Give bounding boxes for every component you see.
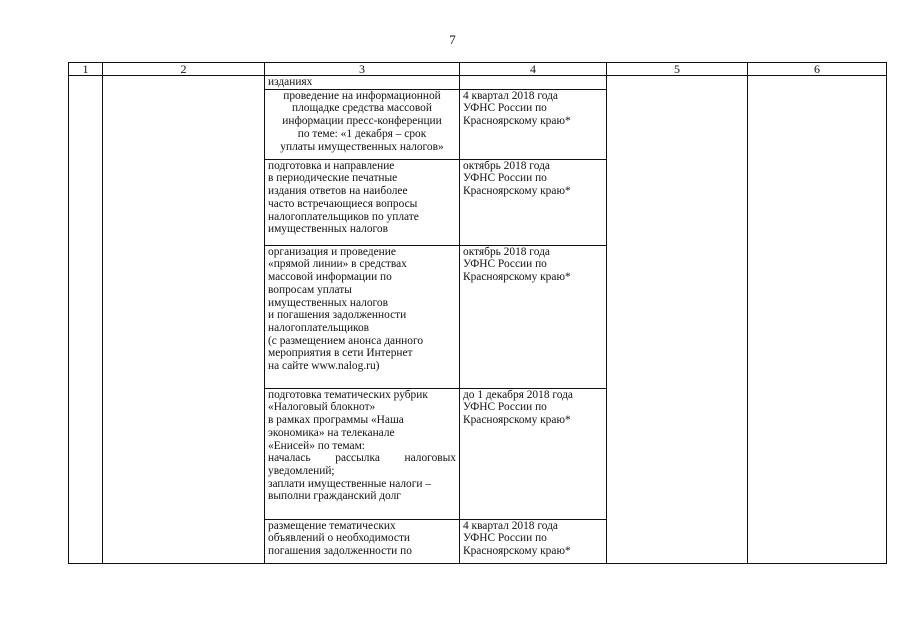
event-cell — [265, 245, 460, 388]
event-line: издания ответов на наиболее — [268, 185, 408, 198]
event-line: имущественных налогов — [268, 223, 388, 236]
column-header-6: 6 — [748, 63, 887, 76]
event-line: уплаты имущественных налогов» — [280, 140, 444, 153]
event-line: заплати имущественные налоги – — [268, 477, 432, 490]
event-line: налогоплательщиков — [268, 321, 370, 334]
event-line: вопросам уплаты — [268, 283, 352, 296]
term-cell: 4 квартал 2018 года УФНС России по Красноярскому краю* — [460, 519, 607, 563]
column-header-4: 4 — [460, 63, 607, 76]
event-line: массовой информации по — [268, 271, 392, 284]
event-line: «прямой линии» в средствах — [268, 258, 407, 271]
event-line: уведомлений; — [268, 464, 335, 477]
event-line: изданиях — [268, 76, 313, 88]
term-cell: октябрь 2018 года УФНС России по Красноярскому краю* — [460, 159, 607, 245]
event-cell — [265, 76, 460, 90]
column-header-5: 5 — [607, 63, 748, 76]
event-line: проведение на информационной — [283, 89, 441, 102]
event-line: погашения задолженности по — [268, 545, 412, 558]
table-row — [69, 76, 887, 90]
event-cell — [265, 388, 460, 519]
event-line: в рамках программы «Наша — [268, 414, 404, 427]
event-line: объявлений о необходимости — [268, 532, 411, 545]
term-cell: 4 квартал 2018 года УФНС России по Красноярскому краю* — [460, 89, 607, 159]
event-line: началась рассылка налоговых — [268, 452, 456, 465]
column-header-2: 2 — [103, 63, 265, 76]
event-line: имущественных налогов — [268, 296, 388, 309]
event-line: экономика» на телеканале — [268, 426, 395, 439]
event-line: подготовка тематических рубрик — [268, 388, 428, 401]
event-line: площадке средства массовой — [292, 102, 432, 115]
cell-col6 — [748, 76, 887, 564]
event-line: размещение тематических — [268, 519, 396, 532]
event-line: «Налоговый блокнот» — [268, 401, 376, 414]
event-line: «Енисей» по темам: — [268, 439, 365, 452]
event-line: в периодические печатные — [268, 172, 398, 185]
event-line: на сайте www.nalog.ru) — [268, 360, 380, 373]
column-header-3: 3 — [265, 63, 460, 76]
term-cell: до 1 декабря 2018 года УФНС России по Красноярскому краю* — [460, 388, 607, 519]
event-line: и погашения задолженности — [268, 309, 407, 322]
column-header-1: 1 — [69, 63, 103, 76]
event-cell — [265, 159, 460, 245]
event-line: информации пресс-конференции — [282, 115, 442, 128]
event-cell — [265, 519, 460, 563]
event-line: выполни гражданский долг — [268, 490, 401, 503]
event-line: мероприятия в сети Интернет — [268, 347, 413, 360]
cell-col2 — [103, 76, 265, 564]
event-line: налогоплательщиков по уплате — [268, 210, 419, 223]
event-line: (с размещением анонса данного — [268, 334, 424, 347]
measures-table — [68, 62, 887, 564]
event-cell — [265, 89, 460, 159]
event-line: подготовка и направление — [268, 159, 395, 172]
event-line: организация и проведение — [268, 245, 396, 258]
page-number: 7 — [449, 32, 456, 47]
event-line: по теме: «1 декабря – срок — [297, 127, 427, 140]
term-cell: октябрь 2018 года УФНС России по Красноярскому краю* — [460, 245, 607, 388]
cell-col1 — [69, 76, 103, 564]
cell-col5 — [607, 76, 748, 564]
event-line: часто встречающиеся вопросы — [268, 197, 418, 210]
term-cell — [460, 76, 607, 90]
column-number-row — [69, 63, 887, 76]
